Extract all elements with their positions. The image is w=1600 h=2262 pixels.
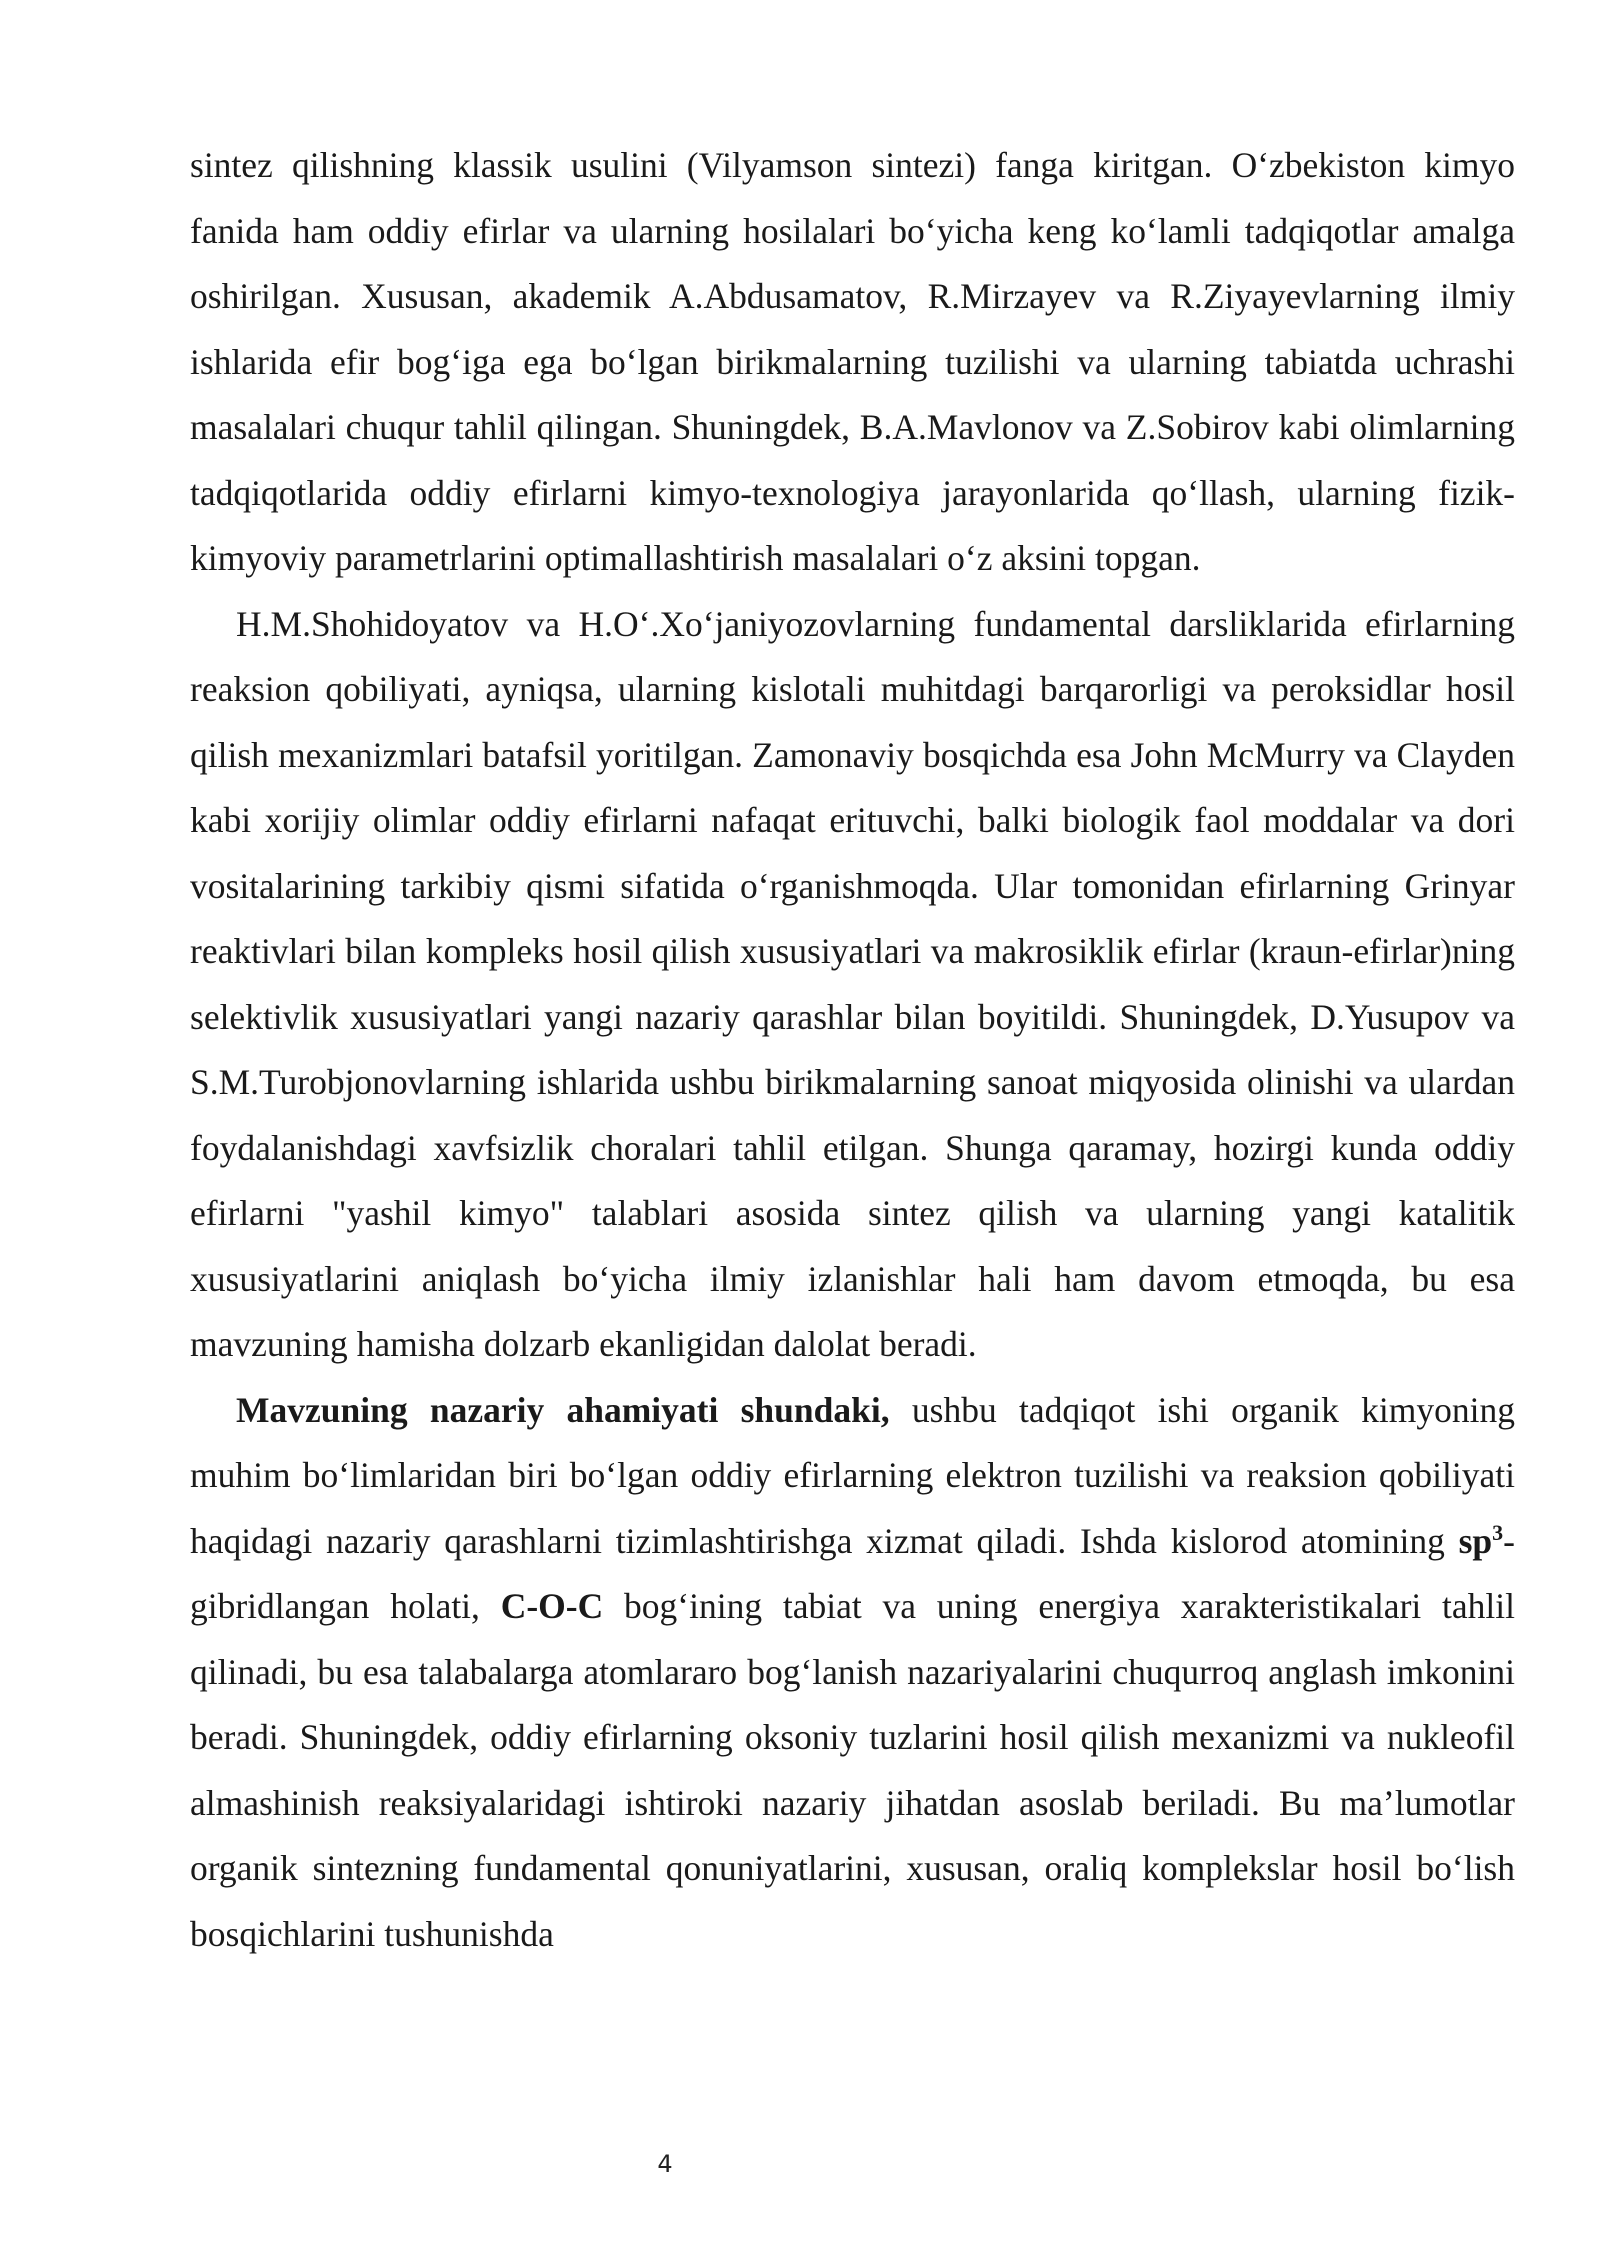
document-body bbox=[190, 133, 1515, 1967]
page-number: 4 bbox=[657, 2150, 673, 2178]
coc-bond-term: C-O-C bbox=[500, 1586, 604, 1626]
paragraph-2: H.M.Shohidoyatov va H.O‘.Xo‘janiyozovlarning fundamental darsliklarida efirlarning reaksion qobiliyati, ayniqsa, ularning kislotali muhitdagi barqarorligi va peroksidlar hosil qilish mexanizmlari batafsil yoritilgan. Zamonaviy bosqichda esa John McMurry va Clayden kabi xorijiy olimlar oddiy efirlarni nafaqat erituvchi, balki biologik faol moddalar va dori vositalarining tarkibiy qismi sifatida o‘rganishmoqda. Ular tomonidan efirlarning Grinyar reaktivlari bilan kompleks hosil qilish xususiyatlari va makrosiklik efirlar (kraun-efirlar)ning selektivlik xususiyatlari yangi nazariy qarashlar bilan boyitildi. Shuningdek, D.Yusupov va S.M.Turobjonovlarning ishlarida ushbu birikmalarning sanoat miqyosida olinishi va ulardan foydalanishdagi xavfsizlik choralari tahlil etilgan. Shunga qaramay, hozirgi kunda oddiy efirlarni "yashil kimyo" talablari asosida sintez qilish va ularning yangi katalitik xususiyatlarini aniqlash bo‘yicha ilmiy izlanishlar hali ham davom etmoqda, bu esa mavzuning hamisha dolzarb ekanligidan dalolat beradi. bbox=[190, 603, 1515, 1364]
paragraph-1: sintez qilishning klassik usulini (Vilyamson sintezi) fanga kiritgan. O‘zbekiston kimyo fanida ham oddiy efirlar va ularning hosilalari bo‘yicha keng ko‘lamli tadqiqotlar amalga oshirilgan. Xususan, akademik A.Abdusamatov, R.Mirzayev va R.Ziyayevlarning ilmiy ishlarida efir bog‘iga ega bo‘lgan birikmalarning tuzilishi va ularning tabiatda uchrashi masalalari chuqur tahlil qilingan. Shuningdek, B.A.Mavlonov va Z.Sobirov kabi olimlarning tadqiqotlarida oddiy efirlarni kimyo-texnologiya jarayonlarida qo‘llash, ularning fizik-kimyoviy parametrlarini optimallashtirish masalalari o‘z aksini topgan. bbox=[190, 145, 1515, 578]
sp-term: sp bbox=[1458, 1520, 1493, 1561]
paragraph-3-text-part-1: ushbu tadqiqot ishi organik kimyoning muhim bo‘limlaridan biri bo‘lgan oddiy efirlarning elektron tuzilishi va reaksion qobiliyati haqidagi nazariy qarashlarni tizimlashtirishga xizmat qiladi. Ishda kislorod atomining bbox=[190, 1389, 1516, 1561]
paragraph-3-text-part-3: bog‘ining tabiat va uning energiya xarakteristikalari tahlil qilinadi, bu esa talabalarga atomlararo bog‘lanish nazariyalarini chuqurroq anglash imkonini beradi. Shuningdek, oddiy efirlarning oksoniy tuzlarini hosil qilish mexanizmi va nukleofil almashinish reaksiyalaridagi ishtiroki nazariy jihatdan asoslab beriladi. Bu ma’lumotlar organik sintezning fundamental qonuniyatlarini, xususan, oraliq komplekslar hosil bo‘lish bosqichlarini tushunishda bbox=[190, 1586, 1515, 1954]
paragraph-3-text-part-2: -gibridlangan holati, bbox=[190, 1520, 1515, 1626]
paragraph-3-bold-lead: Mavzuning nazariy ahamiyati shundaki, bbox=[236, 1389, 890, 1430]
paragraph-3 bbox=[190, 1378, 1515, 1968]
sp-superscript: 3 bbox=[1492, 1519, 1504, 1545]
